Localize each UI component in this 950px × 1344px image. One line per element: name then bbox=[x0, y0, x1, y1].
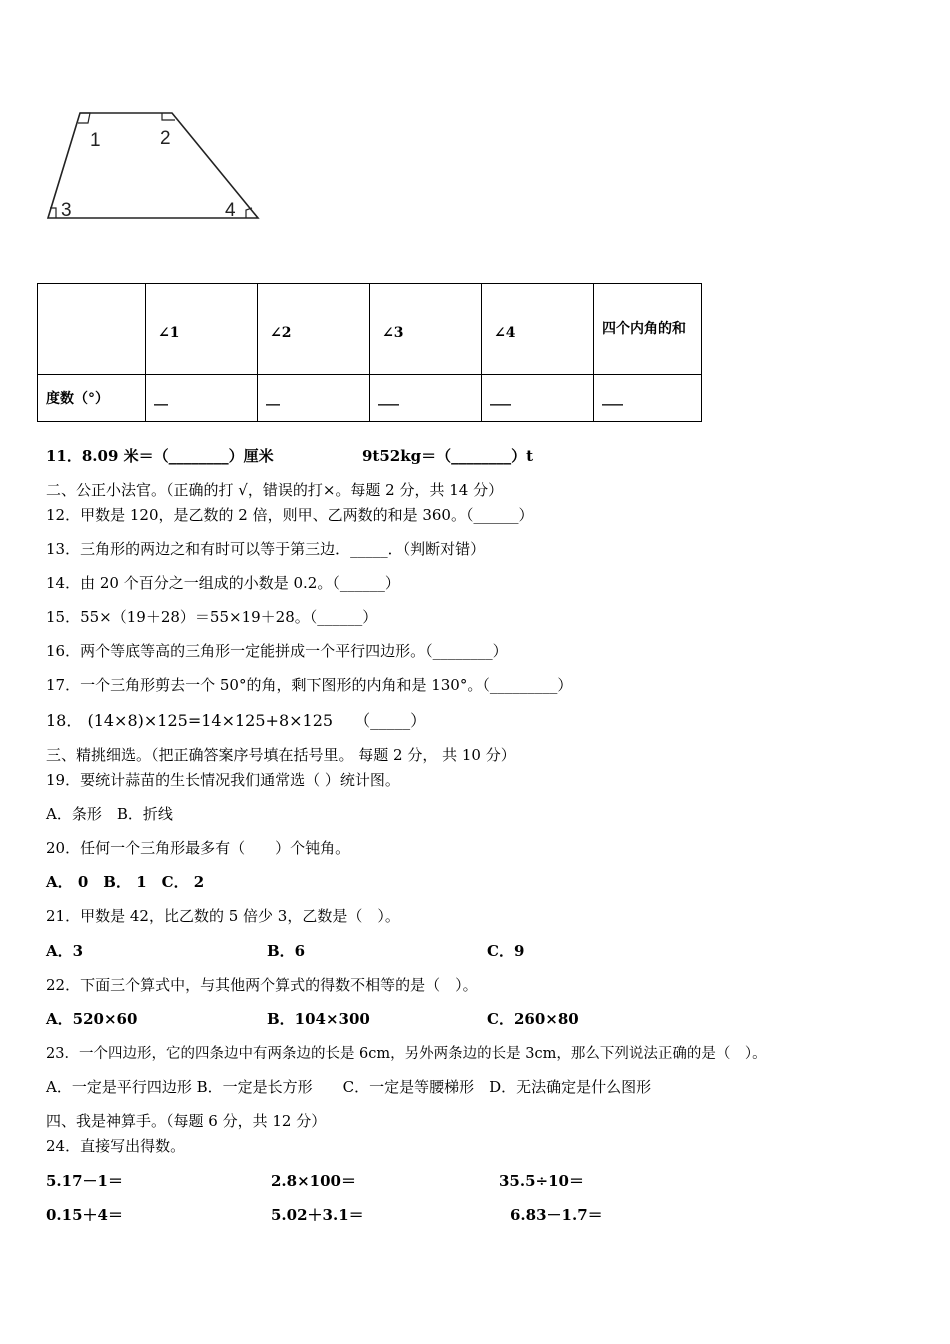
question-23-options: A．一定是平行四边形 B．一定是长方形 C．一定是等腰梯形 D．无法确定是什么图形 bbox=[46, 1078, 652, 1096]
table-header-angle4: ∠4 bbox=[482, 284, 594, 375]
question-20: 20．任何一个三角形最多有（ ）个钝角。 bbox=[46, 839, 351, 857]
question-17: 17．一个三角形剪去一个 50°的角，剩下图形的内角和是 130°。（_________） bbox=[46, 676, 573, 694]
table-header-sum: 四个内角的和 bbox=[594, 284, 702, 375]
section-2-title: 二、公正小法官。（正确的打 √，错误的打×。每题 2 分，共 14 分） bbox=[46, 481, 504, 499]
question-21-option-a: A．3 bbox=[46, 942, 84, 960]
table-cell-angle2: __ bbox=[258, 375, 370, 422]
question-13: 13．三角形的两边之和有时可以等于第三边．_____．（判断对错） bbox=[46, 540, 486, 558]
section-4-title: 四、我是神算手。（每题 6 分，共 12 分） bbox=[46, 1112, 327, 1130]
question-14: 14．由 20 个百分之一组成的小数是 0.2。（______） bbox=[46, 574, 400, 592]
table-cell-angle1: __ bbox=[146, 375, 258, 422]
table-cell-angle4: ___ bbox=[482, 375, 594, 422]
calc-2: 2.8×100＝ bbox=[271, 1172, 356, 1190]
table-header-angle3: ∠3 bbox=[370, 284, 482, 375]
figure-label-2: 2 bbox=[160, 128, 171, 149]
question-23: 23．一个四边形，它的四条边中有两条边的长是 6cm，另外两条边的长是 3cm，那么下列说法正确的是（ ）。 bbox=[46, 1046, 767, 1062]
table-header-angle2: ∠2 bbox=[258, 284, 370, 375]
question-20-options: A． 0 B． 1 C． 2 bbox=[46, 873, 205, 891]
question-21-option-c: C．9 bbox=[487, 942, 525, 960]
question-21-option-b: B．6 bbox=[267, 942, 306, 960]
question-22-option-a: A．520×60 bbox=[46, 1010, 138, 1028]
question-16: 16．两个等底等高的三角形一定能拼成一个平行四边形。（________） bbox=[46, 642, 508, 660]
table-cell-sum: ___ bbox=[594, 375, 702, 422]
question-12: 12．甲数是 120，是乙数的 2 倍，则甲、乙两数的和是 360。（______） bbox=[46, 506, 534, 524]
table-header-empty bbox=[38, 284, 146, 375]
calc-4: 0.15＋4＝ bbox=[46, 1206, 123, 1224]
trapezoid-figure bbox=[40, 100, 270, 230]
question-22-option-b: B．104×300 bbox=[267, 1010, 370, 1028]
calc-5: 5.02＋3.1＝ bbox=[271, 1206, 364, 1224]
question-22: 22．下面三个算式中，与其他两个算式的得数不相等的是（ ）。 bbox=[46, 976, 478, 994]
calc-3: 35.5÷10＝ bbox=[499, 1172, 584, 1190]
question-11a: 11．8.09 米＝（________）厘米 bbox=[46, 447, 274, 465]
question-24: 24．直接写出得数。 bbox=[46, 1137, 186, 1155]
figure-label-1: 1 bbox=[90, 130, 101, 151]
table-row-label: 度数（°） bbox=[38, 375, 146, 422]
angle-table bbox=[37, 283, 702, 422]
question-11b: 9t52kg＝（________）t bbox=[362, 447, 534, 465]
figure-label-3: 3 bbox=[61, 200, 72, 221]
table-cell-angle3: ___ bbox=[370, 375, 482, 422]
question-19: 19．要统计蒜苗的生长情况我们通常选（ ）统计图。 bbox=[46, 771, 400, 789]
question-18: 18． (14×8)×125=14×125+8×125 （_____） bbox=[46, 711, 427, 730]
calc-1: 5.17－1＝ bbox=[46, 1172, 123, 1190]
table-degree-row bbox=[38, 375, 702, 422]
question-21: 21．甲数是 42，比乙数的 5 倍少 3，乙数是（ ）。 bbox=[46, 907, 400, 925]
section-3-title: 三、精挑细选。（把正确答案序号填在括号里。 每题 2 分， 共 10 分） bbox=[46, 746, 516, 764]
calc-6: 6.83－1.7＝ bbox=[510, 1206, 603, 1224]
figure-label-4: 4 bbox=[225, 200, 236, 221]
question-19-options: A．条形 B．折线 bbox=[46, 805, 173, 823]
question-15: 15．55×（19＋28）＝55×19＋28。（______） bbox=[46, 608, 378, 626]
table-header-row bbox=[38, 284, 702, 375]
question-22-option-c: C．260×80 bbox=[487, 1010, 579, 1028]
table-header-angle1: ∠1 bbox=[146, 284, 258, 375]
